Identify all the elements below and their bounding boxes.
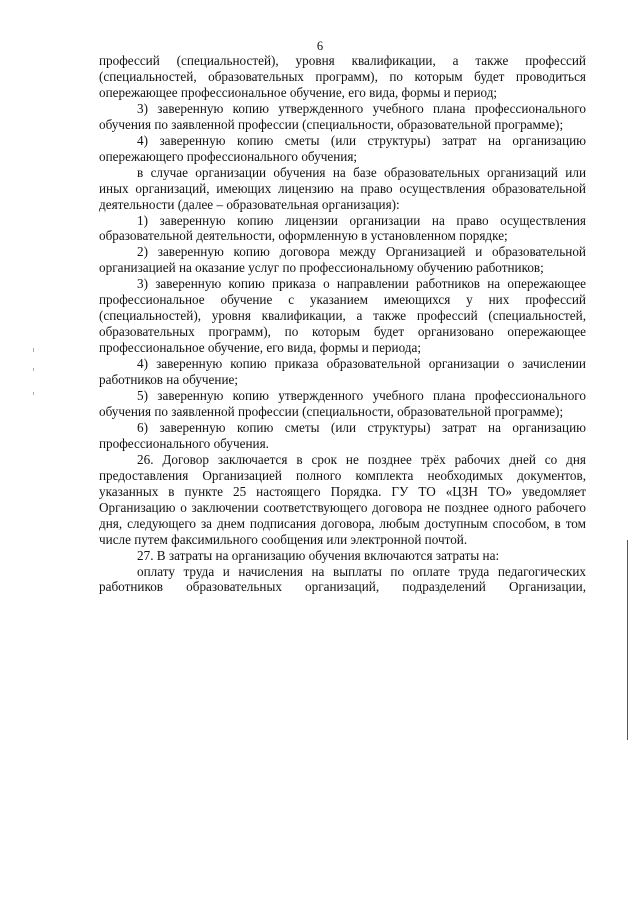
paragraph-continuation: профессий (специальностей), уровня квалификации, а также профессий (специальностей, образовательных программ), по которым будет проводиться опережающее профессиональное обучение, его вида, формы и период; [99,53,586,100]
scan-artifact-mark [33,368,34,371]
paragraph-educational-orgs: в случае организации обучения на базе образовательных организаций или иных организаций, имеющих лицензию на право осуществления образовательной деятельности (далее – образовательная организация): [99,164,586,212]
paragraph-item-3-curriculum: 3) заверенную копию утвержденного учебного плана профессионального обучения по заявленной профессии (специальности, образовательной программе); [99,100,586,132]
paragraph-item-5-curriculum: 5) заверенную копию утвержденного учебного плана профессионального обучения по заявленной профессии (специальности, образовательной программе); [99,388,586,419]
paragraph-item-2-contract: 2) заверенную копию договора между Организацией и образовательной организацией на оказание услуг по профессиональному обучению работников; [99,244,586,276]
scan-artifact-mark [33,348,34,352]
paragraph-item-4-enrollment: 4) заверенную копию приказа образовательной организации о зачислении работников на обучение; [99,356,586,388]
paragraph-item-6-estimate: 6) заверенную копию сметы (или структуры) затрат на организацию профессионального обучения. [99,419,586,451]
document-body [99,53,586,595]
paragraph-item-1-license: 1) заверенную копию лицензии организации на право осуществления образовательной деятельности, оформленную в установленном порядке; [99,212,586,244]
paragraph-item-3-order: 3) заверенную копию приказа о направлении работников на опережающее профессиональное обучение с указанием имеющихся у них профессий (специальностей), уровня квалификации, а также профессий (специальностей, образовательных программ), по которым будет организовано опережающее профессиональное обучение, его вида, формы и периода; [99,276,586,356]
paragraph-clause-26: 26. Договор заключается в срок не позднее трёх рабочих дней со дня предоставления Организацией полного комплекта необходимых документов, указанных в пункте 25 настоящего Порядка. ГУ ТО «ЦЗН ТО» уведомляет Организацию о заключении соответствующего договора не позднее одного рабочего дня, следующего за днем подписания договора, любым доступным способом, в том числе путем факсимильного сообщения или электронной почтой. [99,451,586,547]
scan-artifact-mark [33,392,34,395]
paragraph-clause-27: 27. В затраты на организацию обучения включаются затраты на: [137,547,500,563]
scan-edge-line [627,540,628,740]
paragraph-item-4-estimate: 4) заверенную копию сметы (или структуры) затрат на организацию опережающего профессионального обучения; [99,132,586,164]
paragraph-labor-costs: оплату труда и начисления на выплаты по оплате труда педагогических работников образовательных организаций, подразделений Организации, [99,563,586,595]
page-number: 6 [316,39,324,53]
